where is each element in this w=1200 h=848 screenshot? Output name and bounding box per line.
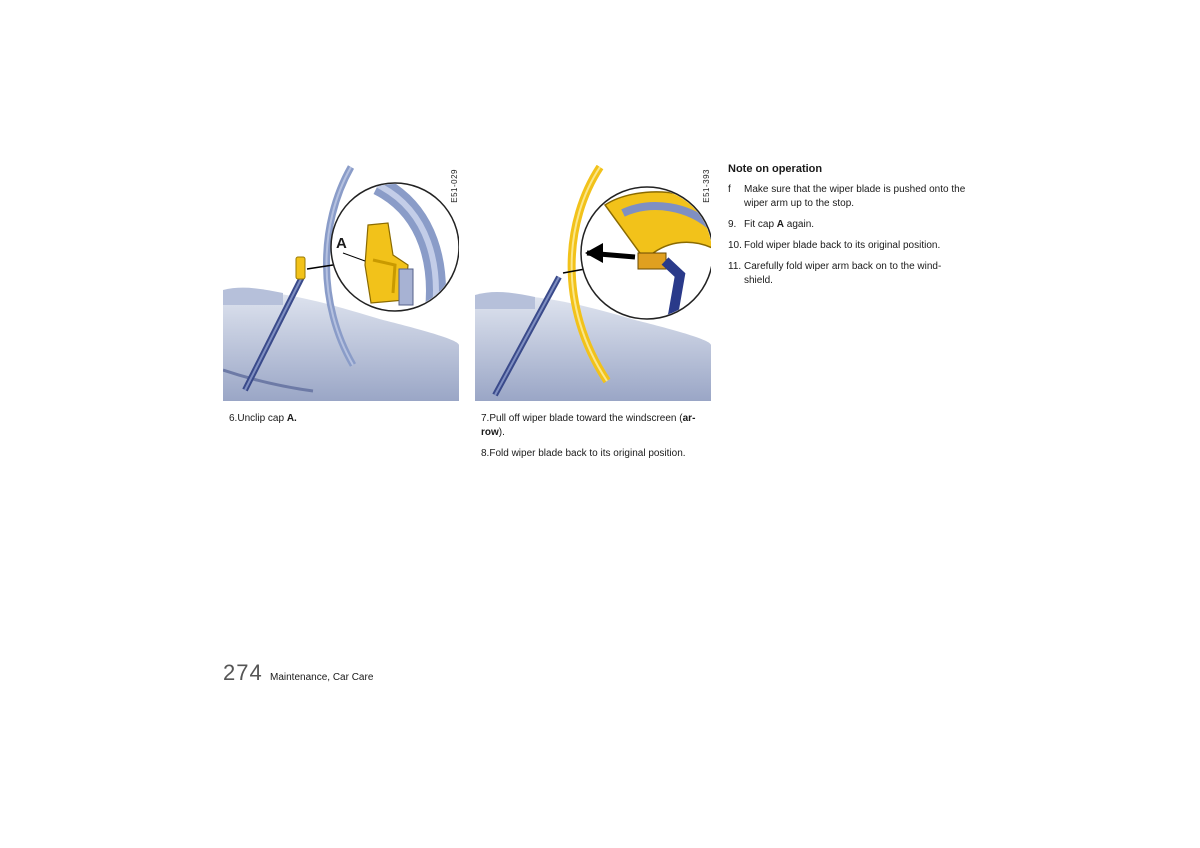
- wiper-illustration-2: [475, 165, 711, 401]
- step-9: [728, 218, 968, 232]
- step-8: [481, 447, 715, 461]
- step-text-after: ).: [498, 427, 505, 438]
- section-title: Maintenance, Car Care: [270, 672, 374, 683]
- step-11: [728, 260, 968, 288]
- figure-code: E51-393: [702, 169, 711, 203]
- step-text: Fold wiper blade back to its original position.: [489, 448, 686, 459]
- step-text: Fit cap: [744, 219, 777, 230]
- page-number: 274: [223, 660, 263, 685]
- step-number: 9.: [728, 219, 737, 230]
- note-bullet: f: [728, 184, 731, 195]
- figure-pull-off-blade: [475, 165, 711, 401]
- note-text: Make sure that the wiper blade is pushed onto the wiper arm up to the stop.: [744, 184, 966, 209]
- step-number: 8.: [481, 448, 490, 459]
- wiper-illustration-1: [223, 165, 459, 401]
- figure-code: E51-029: [450, 169, 459, 203]
- step-text: Pull off wiper blade toward the windscreen (: [489, 413, 683, 424]
- step-number: 6.: [229, 413, 238, 424]
- step-bold: ar-row: [481, 413, 696, 438]
- step-6: [229, 412, 459, 426]
- step-text: Fold wiper blade back to its original position.: [744, 240, 941, 251]
- step-number: 11.: [728, 261, 742, 272]
- label-a: A: [336, 235, 347, 252]
- step-bold: A.: [286, 413, 297, 424]
- note-item: [728, 183, 968, 211]
- step-text: Unclip cap: [237, 413, 287, 424]
- step-number: 7.: [481, 413, 490, 424]
- step-text: Carefully fold wiper arm back on to the wind-shield.: [744, 261, 942, 286]
- note-title: Note on operation: [728, 163, 823, 175]
- step-bold: A: [776, 219, 785, 230]
- step-text-after: again.: [784, 219, 815, 230]
- step-7: [481, 412, 715, 440]
- figure-unclip-cap: [223, 165, 459, 401]
- step-10: [728, 239, 968, 253]
- step-number: 10.: [728, 240, 742, 251]
